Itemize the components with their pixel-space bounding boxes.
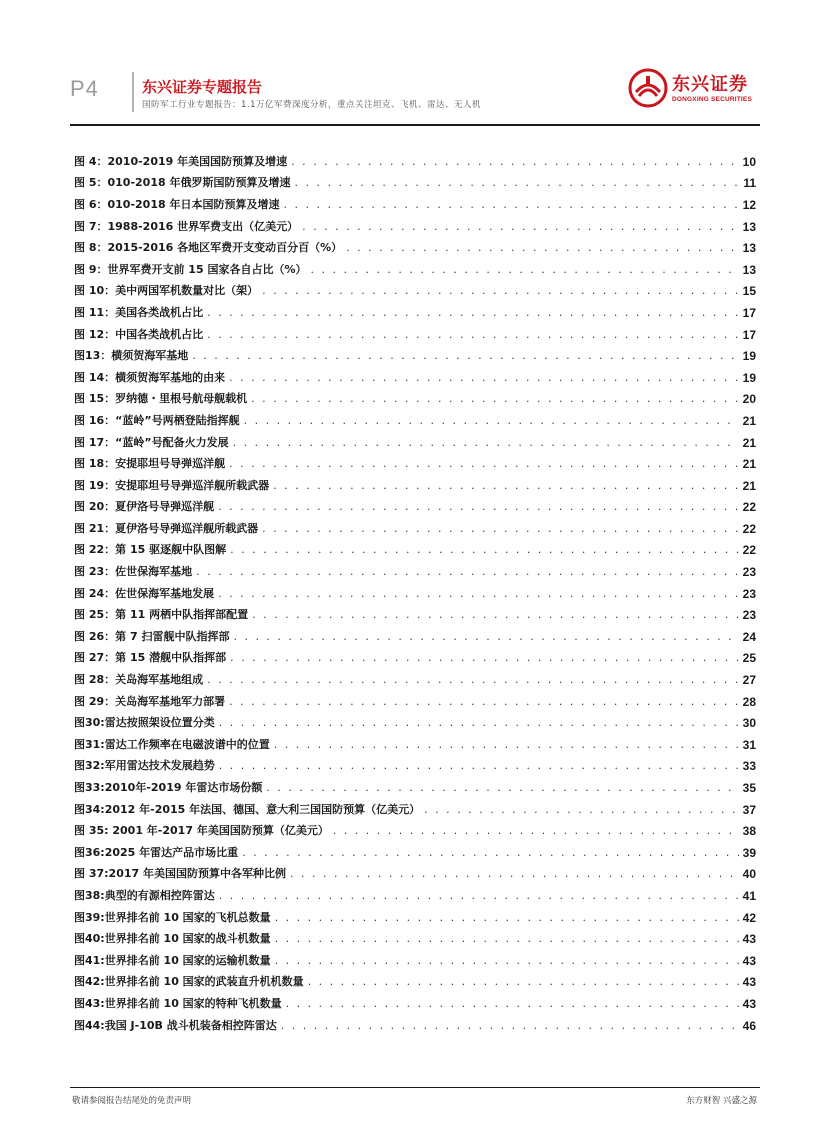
toc-entry-label: 图43:世界排名前 10 国家的特种飞机数量 <box>74 996 282 1010</box>
toc-entry-label: 图38:典型的有源相控阵雷达 <box>74 888 215 902</box>
toc-entry-page: 22 <box>742 521 756 536</box>
toc-entry[interactable] <box>74 864 756 886</box>
toc-dot-leader <box>192 349 738 363</box>
toc-entry[interactable] <box>74 756 756 778</box>
toc-entry[interactable] <box>74 604 756 626</box>
toc-entry-page: 17 <box>742 327 756 342</box>
footer-rule <box>70 1087 760 1088</box>
toc-dot-leader <box>229 371 739 385</box>
disclaimer-note: 敬请参阅报告结尾处的免责声明 <box>72 1096 192 1106</box>
toc-dot-leader <box>294 176 739 190</box>
toc-dot-leader <box>207 673 739 687</box>
toc-entry[interactable] <box>74 345 756 367</box>
toc-entry-page: 21 <box>742 435 756 450</box>
toc-entry-page: 21 <box>742 478 756 493</box>
toc-dot-leader <box>218 587 739 601</box>
toc-entry[interactable] <box>74 734 756 756</box>
toc-dot-leader <box>310 263 738 277</box>
toc-entry[interactable] <box>74 993 756 1015</box>
toc-dot-leader <box>219 716 739 730</box>
toc-entry-label: 图13：横须贺海军基地 <box>74 349 189 363</box>
toc-entry[interactable] <box>74 669 756 691</box>
toc-entry-page: 37 <box>742 802 756 817</box>
toc-entry-label: 图 4：2010-2019 年美国国防预算及增速 <box>74 154 288 168</box>
toc-entry-label: 图40:世界排名前 10 国家的战斗机数量 <box>74 932 271 946</box>
header-divider <box>132 72 134 112</box>
toc-dot-leader <box>286 997 739 1011</box>
toc-entry-label: 图 18：安提耶坦号导弹巡洋舰 <box>74 457 226 471</box>
toc-entry[interactable] <box>74 712 756 734</box>
toc-entry-page: 22 <box>742 500 756 515</box>
toc-entry[interactable] <box>74 173 756 195</box>
toc-entry-label: 图 14：横须贺海军基地的由来 <box>74 370 226 384</box>
toc-entry-label: 图 27：第 15 潜舰中队指挥部 <box>74 651 227 665</box>
toc-entry-label: 图42:世界排名前 10 国家的武装直升机机数量 <box>74 975 304 989</box>
toc-dot-leader <box>207 328 739 342</box>
toc-dot-leader <box>218 500 739 514</box>
toc-entry[interactable] <box>74 907 756 929</box>
toc-entry-page: 13 <box>742 219 756 234</box>
toc-entry-label: 图32:军用雷达技术发展趋势 <box>74 759 215 773</box>
toc-entry-page: 27 <box>742 673 756 688</box>
toc-entry-page: 21 <box>742 413 756 428</box>
toc-dot-leader <box>229 457 739 471</box>
logo-mark-icon <box>628 68 668 108</box>
toc-entry-label: 图 15：罗纳德・里根号航母舰载机 <box>74 392 248 406</box>
toc-entry-page: 41 <box>742 888 756 903</box>
toc-dot-leader <box>281 1019 739 1033</box>
toc-dot-leader <box>273 479 739 493</box>
toc-entry[interactable] <box>74 259 756 281</box>
toc-dot-leader <box>262 284 739 298</box>
toc-dot-leader <box>291 155 739 169</box>
toc-entry[interactable] <box>74 561 756 583</box>
toc-entry[interactable] <box>74 432 756 454</box>
toc-dot-leader <box>424 803 738 817</box>
toc-entry-page: 17 <box>742 305 756 320</box>
toc-dot-leader <box>266 781 738 795</box>
toc-entry-label: 图 7：1988-2016 世界军费支出（亿美元） <box>74 219 299 233</box>
toc-entry-page: 23 <box>742 586 756 601</box>
toc-entry-page: 40 <box>742 867 756 882</box>
toc-dot-leader <box>230 651 739 665</box>
logo-name-en: DONGXING SECURITIES <box>672 96 753 103</box>
toc-dot-leader <box>302 220 739 234</box>
page-header <box>70 62 760 122</box>
toc-entry-page: 12 <box>742 197 756 212</box>
toc-entry[interactable] <box>74 583 756 605</box>
toc-dot-leader <box>308 975 739 989</box>
toc-dot-leader <box>275 911 739 925</box>
toc-dot-leader <box>219 889 739 903</box>
toc-entry[interactable] <box>74 475 756 497</box>
toc-dot-leader <box>262 522 739 536</box>
toc-entry[interactable] <box>74 389 756 411</box>
toc-entry[interactable] <box>74 497 756 519</box>
toc-entry[interactable] <box>74 216 756 238</box>
toc-dot-leader <box>229 695 739 709</box>
toc-entry[interactable] <box>74 237 756 259</box>
toc-dot-leader <box>275 954 739 968</box>
toc-entry-page: 25 <box>742 651 756 666</box>
toc-entry-page: 20 <box>742 392 756 407</box>
toc-entry-label: 图 10：美中两国军机数量对比（架） <box>74 284 259 298</box>
toc-entry-label: 图 5：010-2018 年俄罗斯国防预算及增速 <box>74 176 291 190</box>
toc-dot-leader <box>274 738 739 752</box>
company-slogan: 东方财智 兴盛之源 <box>686 1096 757 1106</box>
toc-entry[interactable] <box>74 928 756 950</box>
toc-entry[interactable] <box>74 777 756 799</box>
toc-dot-leader <box>333 824 739 838</box>
toc-entry-page: 19 <box>742 370 756 385</box>
toc-entry-label: 图39:世界排名前 10 国家的飞机总数量 <box>74 910 271 924</box>
toc-entry-page: 35 <box>742 781 756 796</box>
toc-entry-page: 43 <box>742 932 756 947</box>
toc-entry-label: 图 20：夏伊洛号导弹巡洋舰 <box>74 500 215 514</box>
toc-entry[interactable] <box>74 648 756 670</box>
figure-list <box>74 151 756 1036</box>
toc-entry-label: 图36:2025 年雷达产品市场比重 <box>74 845 239 859</box>
toc-entry-page: 24 <box>742 629 756 644</box>
header-rule <box>70 124 760 126</box>
toc-dot-leader <box>242 846 738 860</box>
toc-entry-page: 33 <box>742 759 756 774</box>
toc-entry-label: 图 11：美国各类战机占比 <box>74 305 204 319</box>
toc-entry[interactable] <box>74 950 756 972</box>
toc-dot-leader <box>283 198 738 212</box>
toc-entry[interactable] <box>74 1015 756 1037</box>
toc-entry-page: 21 <box>742 457 756 472</box>
toc-entry-page: 13 <box>742 262 756 277</box>
toc-entry-page: 13 <box>742 241 756 256</box>
toc-entry-page: 39 <box>742 845 756 860</box>
company-logo <box>628 64 758 114</box>
toc-entry-page: 23 <box>742 565 756 580</box>
toc-entry-page: 11 <box>743 176 756 191</box>
toc-dot-leader <box>346 241 739 255</box>
toc-entry[interactable] <box>74 324 756 346</box>
toc-entry-label: 图 6：010-2018 年日本国防预算及增速 <box>74 197 280 211</box>
toc-entry-label: 图 8：2015-2016 各地区军费开支变动百分百（%） <box>74 241 343 255</box>
toc-entry-page: 46 <box>742 1018 756 1033</box>
toc-entry-label: 图30:雷达按照架设位置分类 <box>74 716 215 730</box>
toc-entry-label: 图 16：“蓝岭”号两栖登陆指挥舰 <box>74 413 240 427</box>
toc-dot-leader <box>251 392 739 406</box>
toc-entry-label: 图 22：第 15 驱逐舰中队图解 <box>74 543 227 557</box>
toc-dot-leader <box>230 543 739 557</box>
toc-dot-leader <box>219 759 739 773</box>
toc-entry-label: 图 19：安提耶坦号导弹巡洋舰所载武器 <box>74 478 270 492</box>
toc-dot-leader <box>196 565 739 579</box>
toc-entry[interactable] <box>74 151 756 173</box>
toc-entry-label: 图31:雷达工作频率在电磁波谱中的位置 <box>74 737 270 751</box>
toc-entry[interactable] <box>74 367 756 389</box>
report-subtitle: 国防军工行业专题报告：1.1万亿军费深度分析，重点关注坦克、飞机、雷达、无人机 <box>142 100 482 110</box>
toc-entry[interactable] <box>74 281 756 303</box>
toc-dot-leader <box>275 932 739 946</box>
toc-dot-leader <box>233 436 739 450</box>
logo-name-cn: 东兴证券 <box>672 74 748 95</box>
toc-entry-page: 15 <box>742 284 756 299</box>
toc-dot-leader <box>207 306 739 320</box>
toc-entry-label: 图 25：第 11 两栖中队指挥部配置 <box>74 608 249 622</box>
toc-entry[interactable] <box>74 518 756 540</box>
toc-entry-label: 图33:2010年-2019 年雷达市场份额 <box>74 781 263 795</box>
toc-entry-page: 43 <box>742 975 756 990</box>
toc-entry-label: 图34:2012 年-2015 年法国、德国、意大利三国国防预算（亿美元） <box>74 802 421 816</box>
toc-entry[interactable] <box>74 972 756 994</box>
toc-dot-leader <box>252 608 739 622</box>
toc-entry-page: 38 <box>742 824 756 839</box>
toc-entry[interactable] <box>74 691 756 713</box>
toc-dot-leader <box>290 867 739 881</box>
toc-entry-page: 23 <box>742 608 756 623</box>
toc-entry[interactable] <box>74 842 756 864</box>
toc-entry-label: 图 9：世界军费开支前 15 国家各自占比（%） <box>74 262 307 276</box>
toc-entry-label: 图 12：中国各类战机占比 <box>74 327 204 341</box>
toc-entry-page: 30 <box>742 716 756 731</box>
toc-entry-page: 22 <box>742 543 756 558</box>
toc-entry-label: 图 28：关岛海军基地组成 <box>74 673 204 687</box>
toc-entry-label: 图 29：关岛海军基地军力部署 <box>74 694 226 708</box>
toc-entry-label: 图44:我国 J-10B 战斗机装备相控阵雷达 <box>74 1018 277 1032</box>
page-number: P4 <box>70 76 99 101</box>
toc-entry-page: 43 <box>742 996 756 1011</box>
toc-entry[interactable] <box>74 410 756 432</box>
toc-entry-page: 28 <box>742 694 756 709</box>
toc-entry-label: 图 24：佐世保海军基地发展 <box>74 586 215 600</box>
toc-entry-page: 10 <box>742 154 756 169</box>
toc-dot-leader <box>233 630 738 644</box>
toc-entry-page: 31 <box>742 737 756 752</box>
toc-entry[interactable] <box>74 453 756 475</box>
toc-entry-page: 42 <box>742 910 756 925</box>
toc-entry-page: 43 <box>742 953 756 968</box>
toc-entry-label: 图41:世界排名前 10 国家的运输机数量 <box>74 953 271 967</box>
toc-entry-label: 图 17：“蓝岭”号配备火力发展 <box>74 435 229 449</box>
toc-entry-label: 图 21：夏伊洛号导弹巡洋舰所载武器 <box>74 521 259 535</box>
toc-entry[interactable] <box>74 799 756 821</box>
toc-entry[interactable] <box>74 820 756 842</box>
toc-entry[interactable] <box>74 302 756 324</box>
toc-entry-label: 图 26：第 7 扫雷舰中队指挥部 <box>74 629 230 643</box>
report-series-title: 东兴证券专题报告 <box>142 78 263 96</box>
toc-entry[interactable] <box>74 540 756 562</box>
toc-entry-label: 图 23：佐世保海军基地 <box>74 565 193 579</box>
toc-entry[interactable] <box>74 194 756 216</box>
toc-entry[interactable] <box>74 885 756 907</box>
toc-dot-leader <box>244 414 739 428</box>
toc-entry-label: 图 35: 2001 年-2017 年美国国防预算（亿美元） <box>74 824 329 838</box>
toc-entry-label: 图 37:2017 年美国国防预算中各军种比例 <box>74 867 286 881</box>
toc-entry[interactable] <box>74 626 756 648</box>
toc-entry-page: 19 <box>742 349 756 364</box>
